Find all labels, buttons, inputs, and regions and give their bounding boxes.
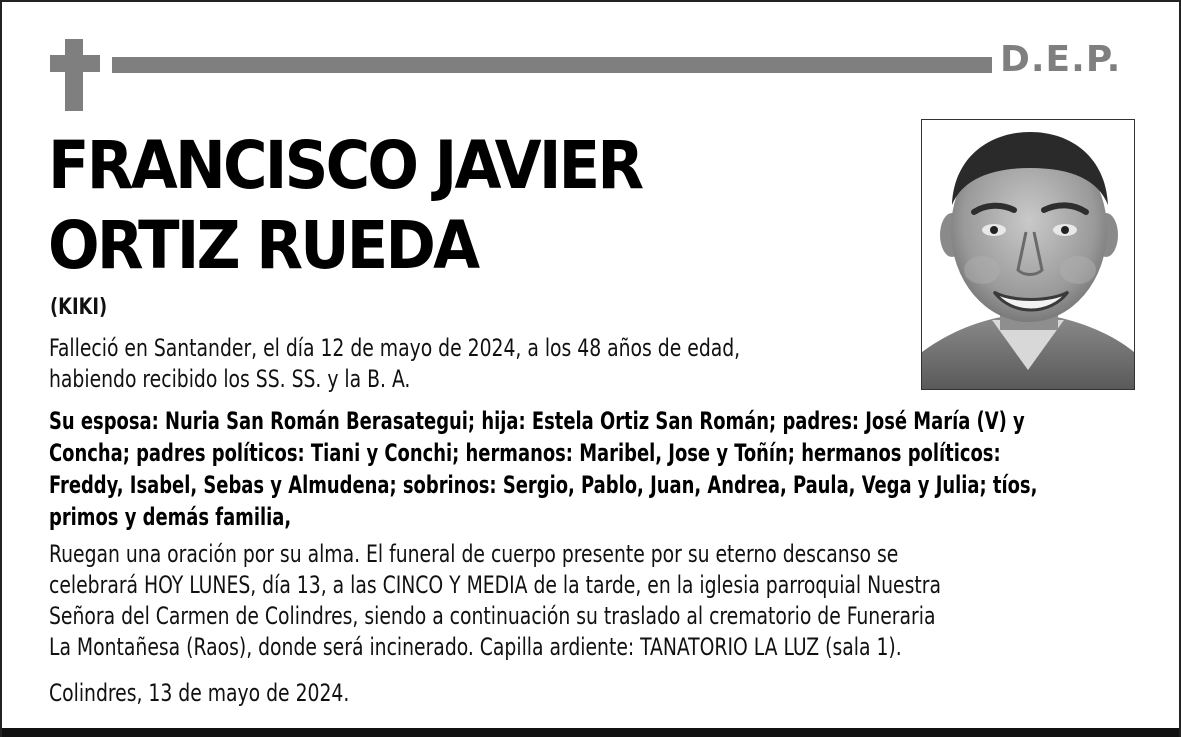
family-list — [49, 405, 1037, 533]
family-line-1: Su esposa: Nuria San Román Berasategui; hija: Estela Ortiz San Román; padres: José María (V) y — [49, 407, 1025, 435]
bottom-rule — [2, 728, 1179, 737]
nickname: (KIKI) — [50, 295, 108, 320]
death-notice-line-2: habiendo recibido los SS. SS. y la B. A. — [49, 365, 411, 393]
family-line-2: Concha; padres políticos: Tiani y Conchi; hermanos: Maribel, Jose y Toñín; hermanos políticos: — [49, 439, 1001, 467]
funeral-line-2: celebrará HOY LUNES, día 13, a las CINCO Y MEDIA de la tarde, en la iglesia parroquial Nuestra — [49, 571, 942, 599]
place-date: Colindres, 13 de mayo de 2024. — [49, 679, 350, 707]
name-line-2: ORTIZ RUEDA — [48, 207, 478, 284]
funeral-notice — [49, 539, 941, 663]
family-line-4: primos y demás familia, — [49, 503, 292, 531]
portrait-image — [922, 120, 1134, 389]
funeral-line-1: Ruegan una oración por su alma. El funeral de cuerpo presente por su eterno descanso se — [49, 540, 899, 568]
name-line-1: FRANCISCO JAVIER — [48, 127, 642, 204]
family-line-3: Freddy, Isabel, Sebas y Almudena; sobrinos: Sergio, Pablo, Juan, Andrea, Paula, Vega y Julia; tíos, — [49, 471, 1038, 499]
header-rule — [112, 57, 992, 73]
death-notice — [49, 333, 740, 395]
cross-horizontal-bar — [50, 55, 100, 72]
death-notice-line-1: Falleció en Santander, el día 12 de mayo de 2024, a los 48 años de edad, — [49, 334, 741, 362]
cross-vertical-bar — [65, 39, 83, 111]
dep-heading: D.E.P. — [1000, 39, 1122, 80]
deceased-name — [48, 126, 641, 286]
portrait-photo — [921, 119, 1135, 390]
funeral-line-4: La Montañesa (Raos), donde será incinerado. Capilla ardiente: TANATORIO LA LUZ (sala 1). — [49, 633, 902, 661]
funeral-line-3: Señora del Carmen de Colindres, siendo a continuación su traslado al crematorio de Funeraria — [49, 602, 936, 630]
